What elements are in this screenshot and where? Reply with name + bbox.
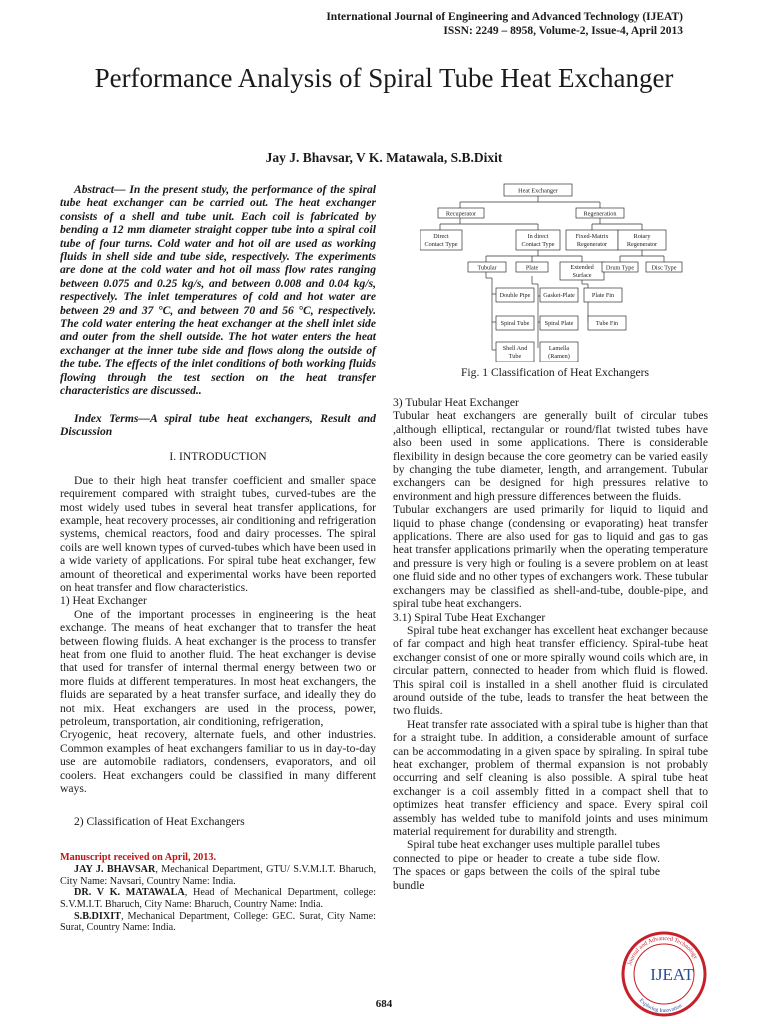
paper-authors: Jay J. Bhavsar, V K. Matawala, S.B.Dixit <box>265 150 503 165</box>
node-shell-2: Tube <box>508 353 522 360</box>
node-fixed-1: Fixed-Matrix <box>575 233 609 240</box>
spiral-paragraph-2: Heat transfer rate associated with a spiral tube is higher than that for a straight tube. In addition, a considerable amount of surface can be accommodating in a given space by spiraling. In spiral tube heat exchanger, problem of thermal expansion is not probably occurring and self cleaning is also possible. A spiral tube heat exchanger is a coil assembly fitted in a compact shell that to optimizes heat transfer efficiency and space. Every spiral coil assembly has welded tube to manifold joints and uses minimum material requirement for durability and strength. <box>393 717 708 838</box>
node-spiral-plate: Spiral Plate <box>544 320 574 327</box>
node-lamella-2: (Ramen) <box>548 353 570 360</box>
index-terms <box>60 412 376 439</box>
affiliation-2: DR. V K. MATAWALA, Head of Mechanical Department, college: S.V.M.I.T. Bharuch, City Name: Bharuch, Country Name: India. <box>60 887 376 911</box>
node-root: Heat Exchanger <box>518 187 558 195</box>
node-drum: Drum Type <box>605 264 635 272</box>
node-direct-1: Direct <box>433 233 449 240</box>
tubular-paragraph-1: Tubular heat exchangers are generally built of circular tubes ,although elliptical, rectangular or round/flat twisted tubes have also been used in some applications. There is considerable flexibility in design because the core geometry can be varied easily by changing the tube diameter, length, and arrangement. Tubular exchangers can be designed for high pressures relative to environment and high pressure differences between the fluids. <box>393 409 708 503</box>
journal-issn: ISSN: 2249 – 8958, Volume-2, Issue-4, April 2013 <box>443 25 683 37</box>
heat-exchanger-heading: 1) Heat Exchanger <box>60 594 147 608</box>
spiral-paragraph-3: Spiral tube heat exchanger uses multiple parallel tubes connected to pipe or header to create a tube side flow. The spaces or gaps between the coils of the spiral tube bundle <box>393 838 660 892</box>
node-rotary-1: Rotary <box>633 233 651 240</box>
node-lamella-1: Lamella <box>548 345 570 352</box>
node-direct-2: Contact Type <box>424 241 458 248</box>
manuscript-note: Manuscript received on April, 2013. <box>60 851 217 863</box>
node-disc: Disc Type <box>651 264 677 272</box>
node-tube-fin: Tube Fin <box>595 320 619 327</box>
node-double-pipe: Double Pipe <box>499 292 531 299</box>
node-rotary-2: Regenerator <box>626 241 658 248</box>
classification-diagram <box>420 180 690 362</box>
logo-ring-bottom: Exploring Innovation <box>637 997 684 1015</box>
intro-heading: I. INTRODUCTION <box>169 450 267 464</box>
paper-title: Performance Analysis of Spiral Tube Heat Exchanger <box>94 63 674 93</box>
abstract <box>60 183 376 398</box>
heat-exchanger-paragraph-1: One of the important processes in engineering is the heat exchange. The means of heat exchanger that to transfer the heat between flowing fluids. A heat exchanger is the process to transfer heat from one fluid to another fluid. The heat exchanger is devise that used for transfer of internal thermal energy between two or more fluids at different temperatures. In most heat exchangers, the fluids are separated by a heat transfer surface, and ideally they do not mix. Heat exchangers are used in the process, power, petroleum, transportation, air conditioning, refrigeration, <box>60 607 376 729</box>
heat-exchanger-paragraph-2: Cryogenic, heat recovery, alternate fuels, and other industries. Common examples of heat exchangers familiar to us in day-to-day use are automobile radiators, condensers, evaporators, and oil coolers. Heat exchangers could be classified in many different ways. <box>60 728 376 796</box>
node-plate: Plate <box>525 264 539 272</box>
classification-heading: 2) Classification of Heat Exchangers <box>74 815 245 829</box>
logo-ring-top: Journal and Advanced Technology <box>627 935 699 967</box>
figure-caption: Fig. 1 Classification of Heat Exchangers <box>460 366 650 379</box>
node-shell-1: Shell And <box>502 345 528 352</box>
node-plate-fin: Plate Fin <box>591 292 615 299</box>
node-indirect-2: Contact Type <box>521 241 555 248</box>
affiliations <box>60 864 376 934</box>
spiral-heading: 3.1) Spiral Tube Heat Exchanger <box>393 610 546 624</box>
left-column <box>60 183 376 934</box>
node-extended-2: Surface <box>572 272 592 279</box>
abstract-text: In the present study, the performance of the spiral tube heat exchanger can be carried out. The heat exchanger consists of a shell and tube unit. Each coil is fabricated by bending a 12 mm diameter straight copper tube into a spiral coil tube of four turns. Cold water and hot oil are used as working fluids in shell side and tube side, respectively. The experiments are done at the cold water and hot oil mass flow rates ranging between 0.075 and 0.25 kg/s, and between 0.008 and 0.04 kg/s, respectively. The inlet temperatures of cold and hot water are between 29 and 37 °C, and between 70 and 56 °C, respectively. The cold water entering the heat exchanger at the shell inlet side and outer from the shell outside. The hot water enters the heat exchanger at the inner tube side and flows along the outside of the tube. The effects of the inlet conditions of both working fluids flowing through the test section on the heat transfer characteristics are discussed.. <box>60 183 376 398</box>
journal-header <box>326 10 683 38</box>
page-number: 684 <box>375 998 393 1010</box>
affiliation-1: JAY J. BHAVSAR, Mechanical Department, GTU/ S.V.M.I.T. Bharuch, City Name: Navsari, Country Name: India. <box>60 864 376 887</box>
journal-name: International Journal of Engineering and Advanced Technology (IJEAT) <box>326 11 683 23</box>
abstract-label: Abstract— <box>74 183 126 196</box>
node-regeneration: Regeneration <box>583 210 617 218</box>
intro-paragraph: Due to their high heat transfer coefficient and smaller space requirement compared with straight tubes, curved-tubes are the most widely used tubes in several heat transfer applications, for example, heat recovery processes, air conditioning and refrigeration systems, chemical reactors, food and dairy processes. The spiral coils are well known types of curved-tubes which have been used in a wide variety of applications. For spiral tube heat exchanger, few amount of theoretical and experimental works have been reported on heat transfer and flow characteristics. <box>60 473 376 594</box>
tubular-paragraph-2: Tubular exchangers are used primarily for liquid to liquid and liquid to phase change (condensing or evaporating) heat transfer applications. There are also used for gas to liquid and gas to gas heat transfer applications primarily when the operating temperature and pressure is very high or fouling is a severe problem on at least one fluid side and no other types of exchangers work. These tubular exchangers may be classified as shell-and-tube, double-pipe, and spiral tube heat exchangers. <box>393 503 708 611</box>
node-gasket-plate: Gasket-Plate <box>543 292 575 299</box>
spiral-paragraph-1: Spiral tube heat exchanger has excellent heat exchanger because of far compact and high heat transfer efficiency. Spiral-tube heat exchanger consist of one or more spirally wound coils which are, in circular pattern, connected to header from which fluid is flowed. This spiral coil is installed in a shell another fluid is circulated around outside of the tube, leads to transfer the heat between the two fluids. <box>393 623 708 718</box>
tubular-heading: 3) Tubular Heat Exchanger <box>393 396 519 409</box>
node-fixed-2: Regenerator <box>576 241 608 248</box>
index-terms-label: Index Terms— <box>74 411 150 425</box>
node-spiral-tube: Spiral Tube <box>500 320 530 327</box>
index-terms-text: A spiral tube heat exchangers, Result and Discussion <box>60 411 376 438</box>
node-recuperator: Recuperator <box>445 210 477 218</box>
node-extended-1: Extended <box>570 264 594 271</box>
affiliation-3: S.B.DIXIT, Mechanical Department, College: GEC. Surat, City Name: Surat, Country Name: India. <box>60 910 376 934</box>
right-column <box>393 396 708 892</box>
node-indirect-1: In direct <box>527 233 549 240</box>
logo-text: IJEAT <box>650 965 694 984</box>
node-tubular: Tubular <box>477 264 497 272</box>
